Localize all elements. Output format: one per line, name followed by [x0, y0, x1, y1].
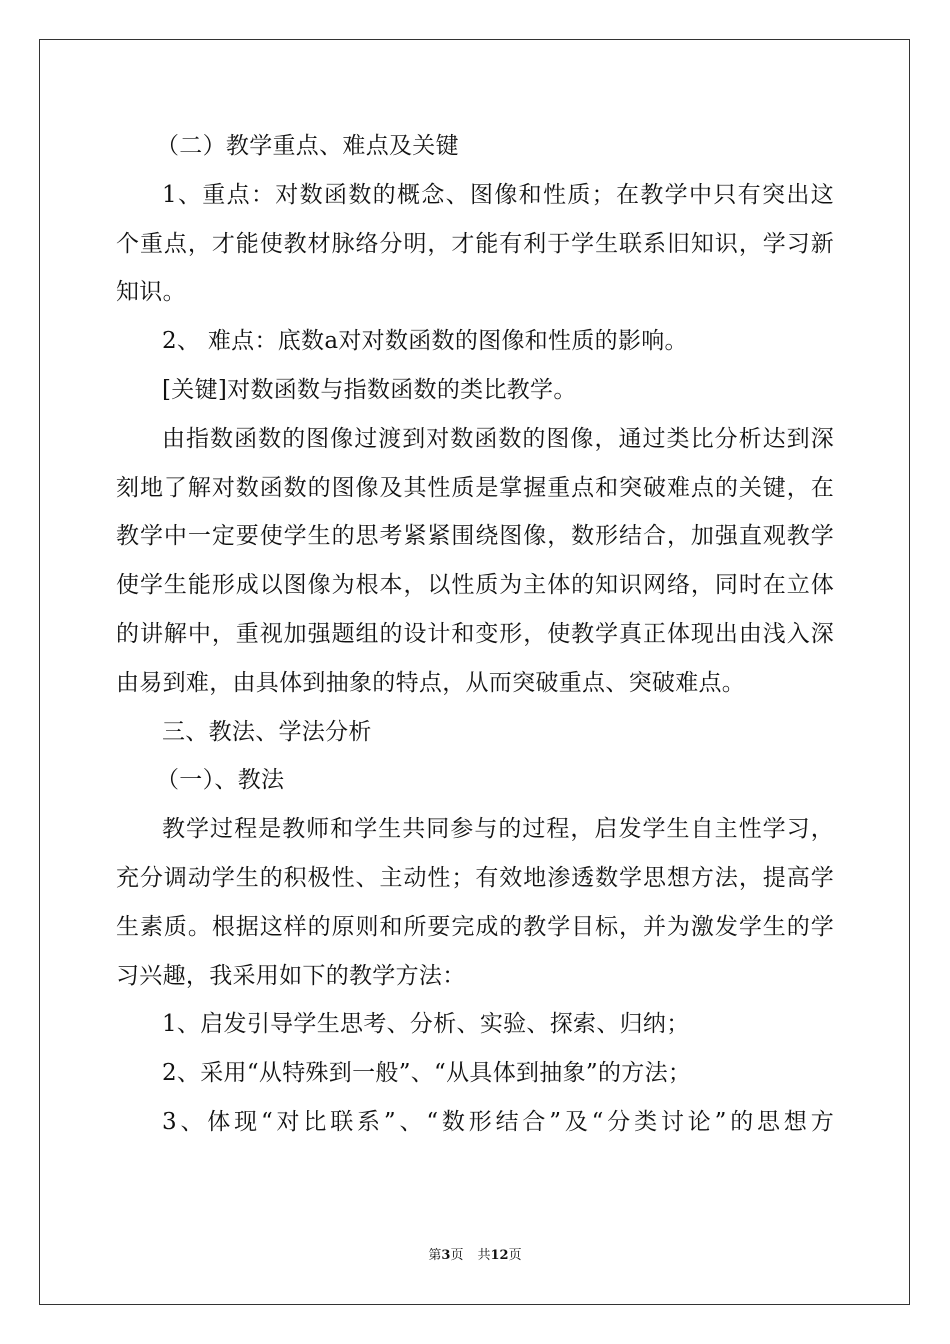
- text-line-16: 充分调动学生的积极性、主动性；有效地渗透数学思想方法，提高学: [116, 864, 834, 891]
- page-footer: [0, 1246, 950, 1266]
- footer-total-prefix: 共: [477, 1248, 491, 1263]
- text-line-6: [关键]对数函数与指数函数的类比教学。: [162, 376, 577, 403]
- text-line-14: （一）、教法: [156, 767, 285, 794]
- text-line-19: 1、启发引导学生思考、分析、实验、探索、归纳；: [162, 1011, 690, 1038]
- text-line-13: 三、教法、学法分析: [162, 718, 372, 745]
- text-line-5: 2、 难点：底数a对对数函数的图像和性质的影响。: [162, 328, 688, 355]
- text-line-2: 1、重点：对数函数的概念、图像和性质；在教学中只有突出这: [162, 181, 834, 208]
- footer-page-number: 3: [441, 1248, 451, 1263]
- footer-total-pages: 12: [490, 1248, 509, 1263]
- text-line-21: 3、体现“对比联系”、“数形结合”及“分类讨论”的思想方: [162, 1108, 834, 1135]
- footer-page-suffix: 页: [450, 1248, 464, 1263]
- footer-prefix: 第: [428, 1248, 442, 1263]
- text-line-18: 习兴趣，我采用如下的教学方法：: [116, 962, 466, 989]
- text-line-10: 使学生能形成以图像为根本，以性质为主体的知识网络，同时在立体: [116, 572, 834, 599]
- text-line-12: 由易到难，由具体到抽象的特点，从而突破重点、突破难点。: [116, 669, 746, 696]
- text-line-1: （二）教学重点、难点及关键: [156, 133, 459, 159]
- text-line-15: 教学过程是教师和学生共同参与的过程，启发学生自主性学习，: [162, 816, 834, 843]
- text-line-8: 刻地了解对数函数的图像及其性质是掌握重点和突破难点的关键，在: [116, 474, 834, 501]
- text-line-3: 个重点，才能使教材脉络分明，才能有利于学生联系旧知识，学习新: [116, 230, 834, 257]
- footer-total-suffix: 页: [508, 1248, 522, 1263]
- text-line-20: 2、采用“从特殊到一般”、“从具体到抽象”的方法；: [162, 1060, 692, 1087]
- text-line-4: 知识。: [116, 279, 186, 306]
- text-line-11: 的讲解中，重视加强题组的设计和变形，使教学真正体现出由浅入深: [116, 620, 834, 647]
- text-line-17: 生素质。根据这样的原则和所要完成的教学目标，并为激发学生的学: [116, 913, 834, 940]
- text-line-9: 教学中一定要使学生的思考紧紧围绕图像，数形结合，加强直观教学: [116, 523, 834, 550]
- document-body: [116, 122, 834, 1147]
- text-line-7: 由指数函数的图像过渡到对数函数的图像，通过类比分析达到深: [162, 425, 834, 452]
